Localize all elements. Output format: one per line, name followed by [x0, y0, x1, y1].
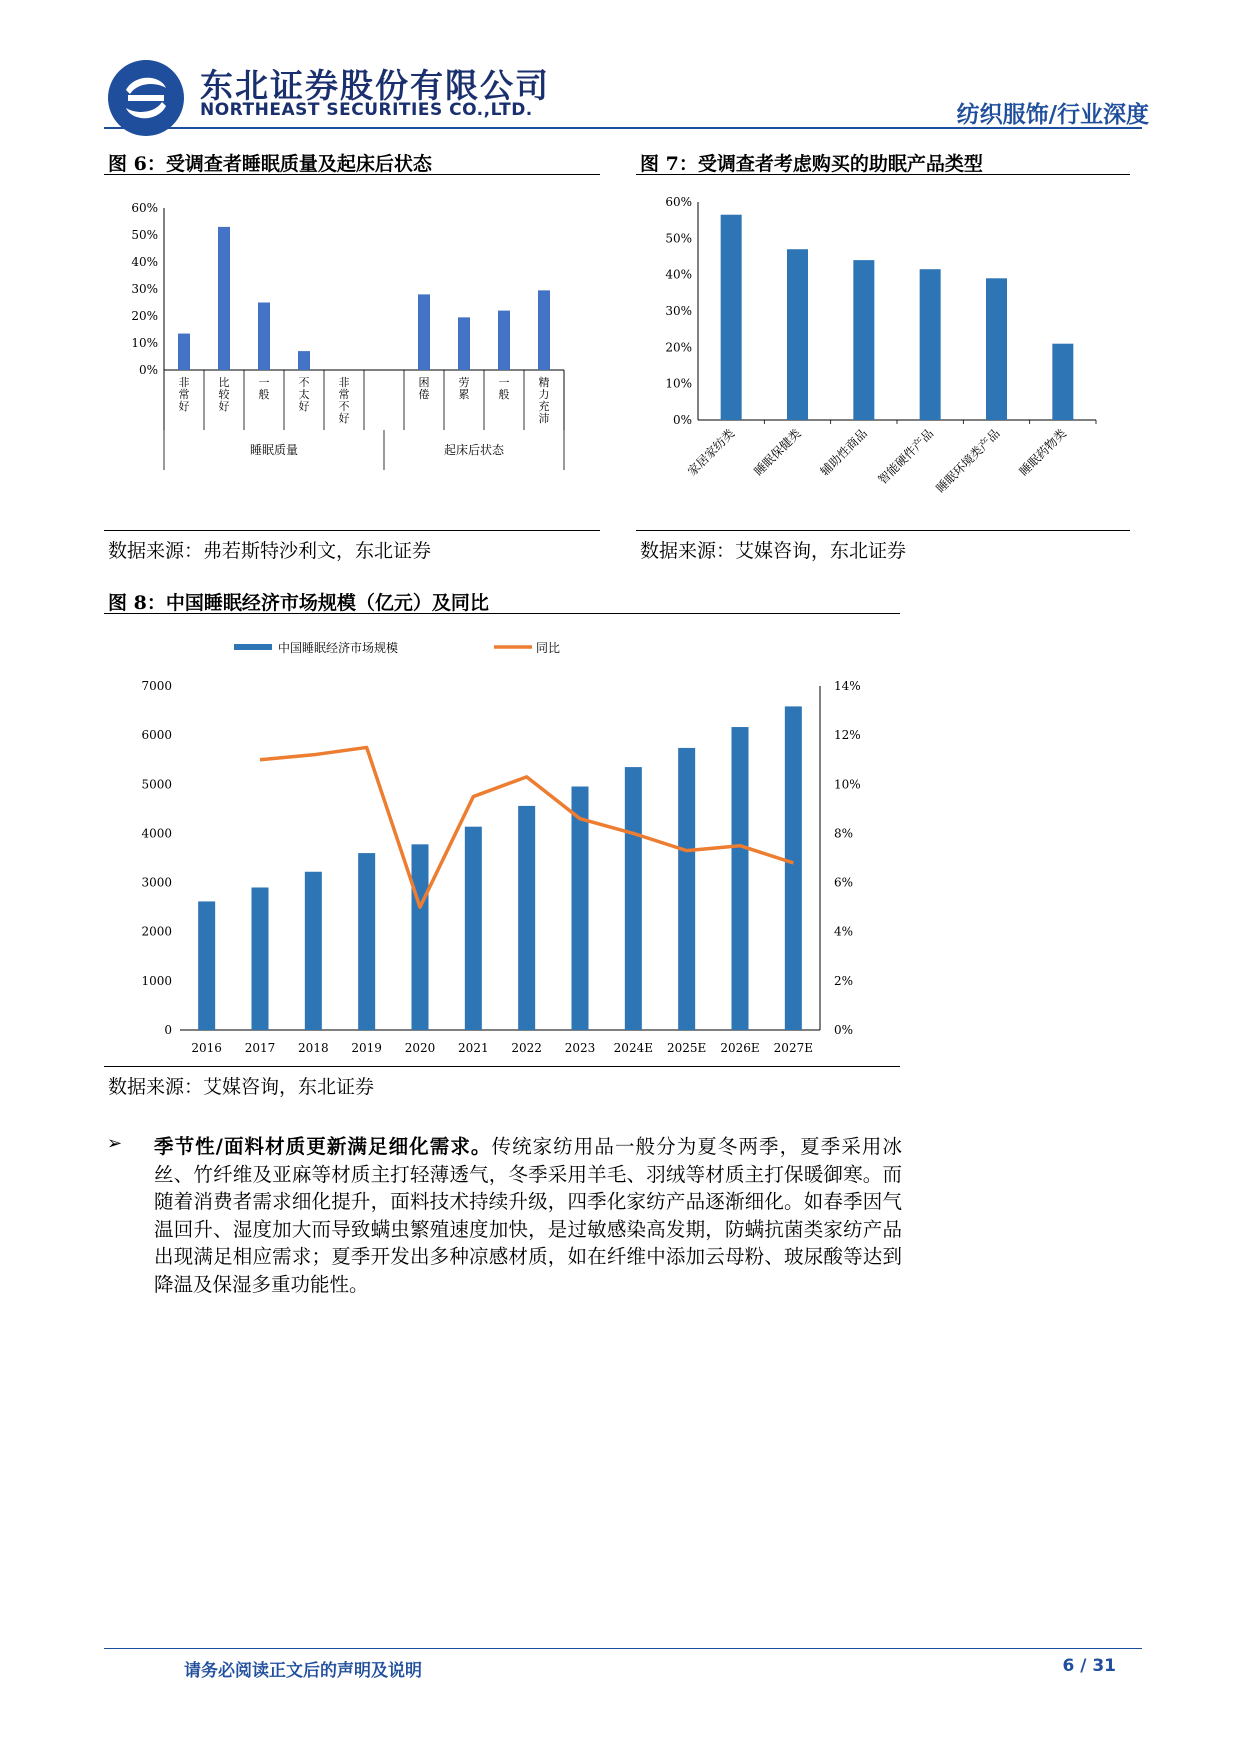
fig6-bar — [298, 351, 310, 370]
fig8-y-left-tick: 7000 — [141, 679, 172, 693]
fig7-x-tick: 睡眠保健类 — [751, 426, 804, 479]
logo-mark-icon — [108, 60, 184, 136]
company-name-en: NORTHEAST SECURITIES CO.,LTD. — [200, 100, 533, 120]
body-lead: 季节性/面料材质更新满足细化需求。 — [154, 1135, 492, 1158]
fig6-bar — [498, 311, 510, 370]
fig6-y-tick: 0% — [138, 363, 158, 377]
fig8-legend-bar-swatch — [234, 644, 272, 650]
fig8-bar — [678, 748, 695, 1030]
fig7-x-tick: 智能硬件产品 — [875, 426, 937, 488]
body-text: 传统家纺用品一般分为夏冬两季，夏季采用冰丝、竹纤维及亚麻等材质主打轻薄透气，冬季采用羊毛、羽绒等材质主打保暖御寒。而随着消费者需求细化提升，面料技术持续升级，四季化家纺产品逐渐细化。如春季因气温回升、湿度加大而导致螨虫繁殖速度加快，是过敏感染高发期，防螨抗菌类家纺产品出现满足相应需求；夏季开发出多种凉感材质，如在纤维中添加云母粉、玻尿酸等达到降温及保湿多重功能性。 — [154, 1135, 902, 1296]
fig7-bar — [787, 249, 808, 420]
fig7-title: 图 7：受调查者考虑购买的助眠产品类型 — [640, 153, 983, 175]
fig6-y-tick: 10% — [131, 336, 158, 350]
fig8-y-right-tick: 10% — [834, 777, 861, 792]
fig7-bar — [721, 215, 742, 420]
fig8-y-right-tick: 2% — [834, 973, 854, 988]
fig7-y-tick: 20% — [665, 340, 692, 355]
fig7-chart — [636, 186, 1130, 526]
fig8-y-left-tick: 3000 — [141, 875, 172, 890]
fig6-top-rule — [104, 174, 600, 175]
fig6-y-tick: 40% — [131, 255, 158, 269]
fig6-title: 图 6：受调查者睡眠质量及起床后状态 — [108, 153, 432, 175]
page-number: 6 / 31 — [1062, 1656, 1116, 1676]
fig8-x-tick: 2016 — [191, 1041, 222, 1055]
fig7-y-tick: 50% — [665, 231, 692, 246]
fig6-x-tick: 劳累 — [458, 376, 470, 401]
fig7-y-tick: 40% — [665, 267, 692, 282]
fig8-y-right-tick: 4% — [834, 924, 854, 939]
fig8-x-tick: 2018 — [298, 1041, 329, 1055]
fig8-y-right-tick: 0% — [834, 1023, 854, 1037]
fig8-x-tick: 2025E — [667, 1041, 707, 1055]
fig8-x-tick: 2019 — [351, 1041, 382, 1055]
fig6-bar — [538, 290, 550, 370]
report-section: 纺织服饰/行业深度 — [956, 102, 1149, 128]
fig8-x-tick: 2027E — [773, 1041, 813, 1055]
fig6-source: 数据来源：弗若斯特沙利文，东北证券 — [108, 540, 432, 562]
fig7-bar — [986, 278, 1007, 420]
fig7-y-tick: 30% — [665, 304, 692, 318]
fig7-x-tick: 家居家纺类 — [684, 426, 738, 479]
fig8-x-tick: 2021 — [458, 1041, 489, 1055]
fig7-y-tick: 0% — [672, 413, 692, 427]
fig7-top-rule — [636, 174, 1130, 175]
fig6-x-tick: 一般 — [258, 376, 270, 401]
fig7-x-tick: 睡眠药物类 — [1016, 426, 1069, 479]
fig8-bar — [198, 901, 215, 1030]
fig6-bar — [418, 294, 430, 370]
fig6-x-tick: 不太好 — [298, 376, 310, 413]
fig8-x-tick: 2017 — [244, 1041, 276, 1055]
fig8-x-tick: 2026E — [720, 1041, 760, 1055]
fig8-bar — [412, 844, 429, 1030]
fig6-x-tick: 比较好 — [218, 376, 230, 413]
fig8-x-tick: 2023 — [564, 1041, 596, 1055]
fig8-y-left-tick: 1000 — [141, 973, 172, 988]
fig8-chart — [104, 622, 900, 1062]
fig8-bar — [252, 887, 269, 1030]
fig7-y-tick: 60% — [665, 195, 692, 209]
fig8-y-right-tick: 14% — [834, 679, 861, 693]
fig7-bar — [920, 269, 941, 420]
fig6-x-tick: 非常不好 — [338, 376, 350, 425]
fig6-x-tick: 精力充沛 — [538, 376, 550, 425]
fig8-bar — [572, 786, 589, 1030]
fig6-y-tick: 20% — [131, 309, 158, 323]
fig8-top-rule — [104, 613, 900, 614]
header-divider — [104, 127, 1142, 129]
bullet-icon: ➢ — [107, 1133, 123, 1154]
fig8-x-tick: 2020 — [404, 1041, 436, 1055]
company-logo — [108, 60, 184, 136]
fig8-title: 图 8：中国睡眠经济市场规模（亿元）及同比 — [108, 592, 489, 614]
fig8-y-left-tick: 2000 — [141, 924, 172, 939]
fig7-x-tick: 睡眠环境类产品 — [933, 426, 1003, 496]
fig6-y-tick: 50% — [131, 228, 158, 242]
fig8-y-left-tick: 4000 — [141, 826, 172, 841]
fig6-y-tick: 30% — [131, 282, 158, 296]
fig8-legend-line-label: 同比 — [536, 641, 561, 655]
body-paragraph — [154, 1133, 902, 1298]
fig6-x-tick: 一般 — [498, 376, 510, 401]
fig8-bar — [518, 806, 535, 1030]
fig8-bar — [732, 727, 749, 1030]
fig6-bar — [218, 227, 230, 370]
fig8-source: 数据来源：艾媒咨询，东北证券 — [108, 1076, 375, 1098]
fig8-y-right-tick: 8% — [834, 826, 854, 841]
fig8-y-right-tick: 12% — [834, 728, 861, 743]
fig8-bottom-rule — [104, 1066, 900, 1067]
fig6-group-label: 睡眠质量 — [249, 443, 299, 457]
fig8-bar — [785, 706, 802, 1030]
fig8-x-tick: 2022 — [511, 1041, 542, 1055]
fig8-bar — [625, 767, 642, 1030]
fig6-bar — [458, 317, 470, 370]
fig6-chart — [104, 190, 600, 520]
fig8-x-tick: 2024E — [613, 1041, 653, 1055]
fig6-bottom-rule — [104, 530, 600, 531]
footer-divider — [104, 1648, 1142, 1649]
fig8-bar — [465, 827, 482, 1030]
fig8-y-left-tick: 6000 — [141, 728, 172, 743]
fig8-legend-bar-label: 中国睡眠经济市场规模 — [278, 641, 399, 655]
fig7-x-tick: 辅助性商品 — [817, 426, 870, 479]
fig6-bar — [258, 303, 270, 371]
fig6-x-tick: 非常好 — [178, 376, 190, 413]
fig8-y-left-tick: 5000 — [141, 777, 172, 792]
fig6-bar — [178, 334, 190, 370]
fig8-bar — [358, 853, 375, 1030]
fig7-y-tick: 10% — [665, 376, 692, 391]
company-name-cn: 东北证券股份有限公司 — [200, 66, 550, 105]
footer-disclaimer: 请务必阅读正文后的声明及说明 — [184, 1661, 422, 1681]
fig6-group-label: 起床后状态 — [443, 443, 505, 457]
fig7-bar — [1052, 344, 1073, 420]
fig8-bar — [305, 872, 322, 1030]
fig7-source: 数据来源：艾媒咨询，东北证券 — [640, 540, 907, 562]
fig8-y-right-tick: 6% — [834, 875, 854, 890]
fig6-y-tick: 60% — [131, 201, 158, 215]
fig6-x-tick: 困倦 — [418, 376, 430, 401]
fig8-y-left-tick: 0 — [164, 1023, 172, 1037]
fig7-bottom-rule — [636, 530, 1130, 531]
fig7-bar — [853, 260, 874, 420]
